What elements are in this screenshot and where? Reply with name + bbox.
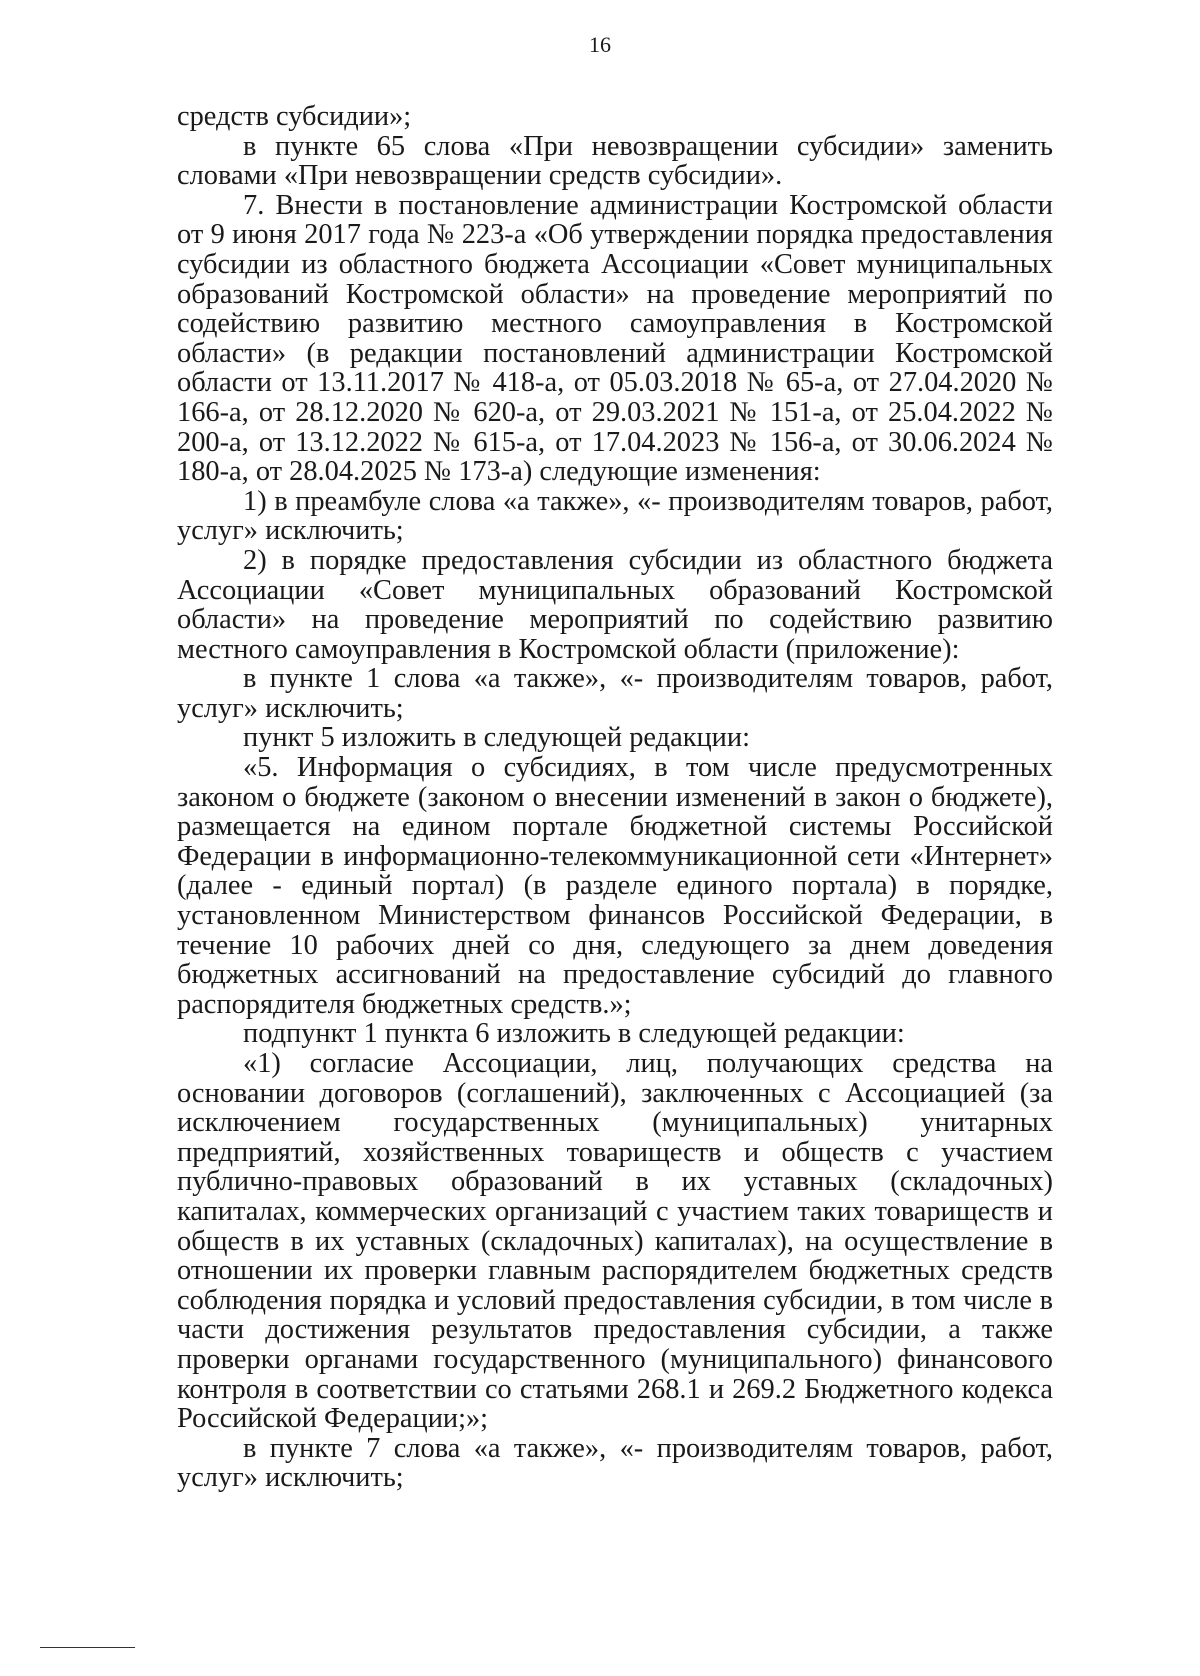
page-number: 16 bbox=[589, 32, 611, 57]
paragraph: «5. Информация о субсидиях, в том числе предусмотренных законом о бюджете (законом о внесении изменений в закон о бюджете), размещается на едином портале бюджетной системы Российской Федерации в информационно-телекоммуникационной сети «Интернет» (далее - единый портал) (в разделе единого портала) в порядке, установленном Министерством финансов Российской Федерации, в течение 10 рабочих дней со дня, следующего за днем доведения бюджетных ассигнований на предоставление субсидий до главного распорядителя бюджетных средств.»; bbox=[177, 752, 1053, 1020]
paragraph: в пункте 65 слова «При невозвращении субсидии» заменить словами «При невозвращении средств субсидии». bbox=[177, 130, 1053, 192]
footer-rule bbox=[40, 1647, 135, 1648]
paragraph: в пункте 1 слова «а также», «- производителям товаров, работ, услуг» исключить; bbox=[177, 663, 1053, 724]
document-body bbox=[177, 102, 1053, 1493]
paragraph: 7. Внести в постановление администрации Костромской области от 9 июня 2017 года № 223-а «Об утверждении порядка предоставления субсидии из областного бюджета Ассоциации «Совет муниципальных образований Костромской области» на проведение мероприятий по содействию развитию местного самоуправления в Костромской области» (в редакции постановлений администрации Костромской области от 13.11.2017 № 418-а, от 05.03.2018 № 65-а, от 27.04.2020 № 166-а, от 28.12.2020 № 620-а, от 29.03.2021 № 151-а, от 25.04.2022 № 200-а, от 13.12.2022 № 615-а, от 17.04.2023 № 156-а, от 30.06.2024 № 180-а, от 28.04.2025 № 173-а) следующие изменения: bbox=[177, 189, 1053, 488]
paragraph: в пункте 7 слова «а также», «- производителям товаров, работ, услуг» исключить; bbox=[177, 1432, 1053, 1494]
paragraph: 1) в преамбуле слова «а также», «- производителям товаров, работ, услуг» исключить; bbox=[177, 485, 1053, 547]
paragraph: «1) согласие Ассоциации, лиц, получающих средства на основании договоров (соглашений), заключенных с Ассоциацией (за исключением государственных (муниципальных) унитарных предприятий, хозяйственных товариществ и обществ с участием публично-правовых образований в их уставных (складочных) капиталах, коммерческих организаций с участием таких товариществ и обществ в их уставных (складочных) капиталах), на осуществление в отношении их проверки главным распорядителем бюджетных средств соблюдения порядка и условий предоставления субсидии, в том числе в части достижения результатов предоставления субсидии, а также проверки органами государственного (муниципального) финансового контроля в соответствии со статьями 268.1 и 269.2 Бюджетного кодекса Российской Федерации;»; bbox=[177, 1048, 1053, 1435]
paragraph: средств субсидии»; bbox=[177, 101, 412, 132]
paragraph: подпункт 1 пункта 6 изложить в следующей редакции: bbox=[243, 1018, 905, 1050]
paragraph: пункт 5 изложить в следующей редакции: bbox=[243, 722, 750, 754]
paragraph: 2) в порядке предоставления субсидии из областного бюджета Ассоциации «Совет муниципальных образований Костромской области» на проведение мероприятий по содействию развитию местного самоуправления в Костромской области (приложение): bbox=[177, 544, 1053, 665]
